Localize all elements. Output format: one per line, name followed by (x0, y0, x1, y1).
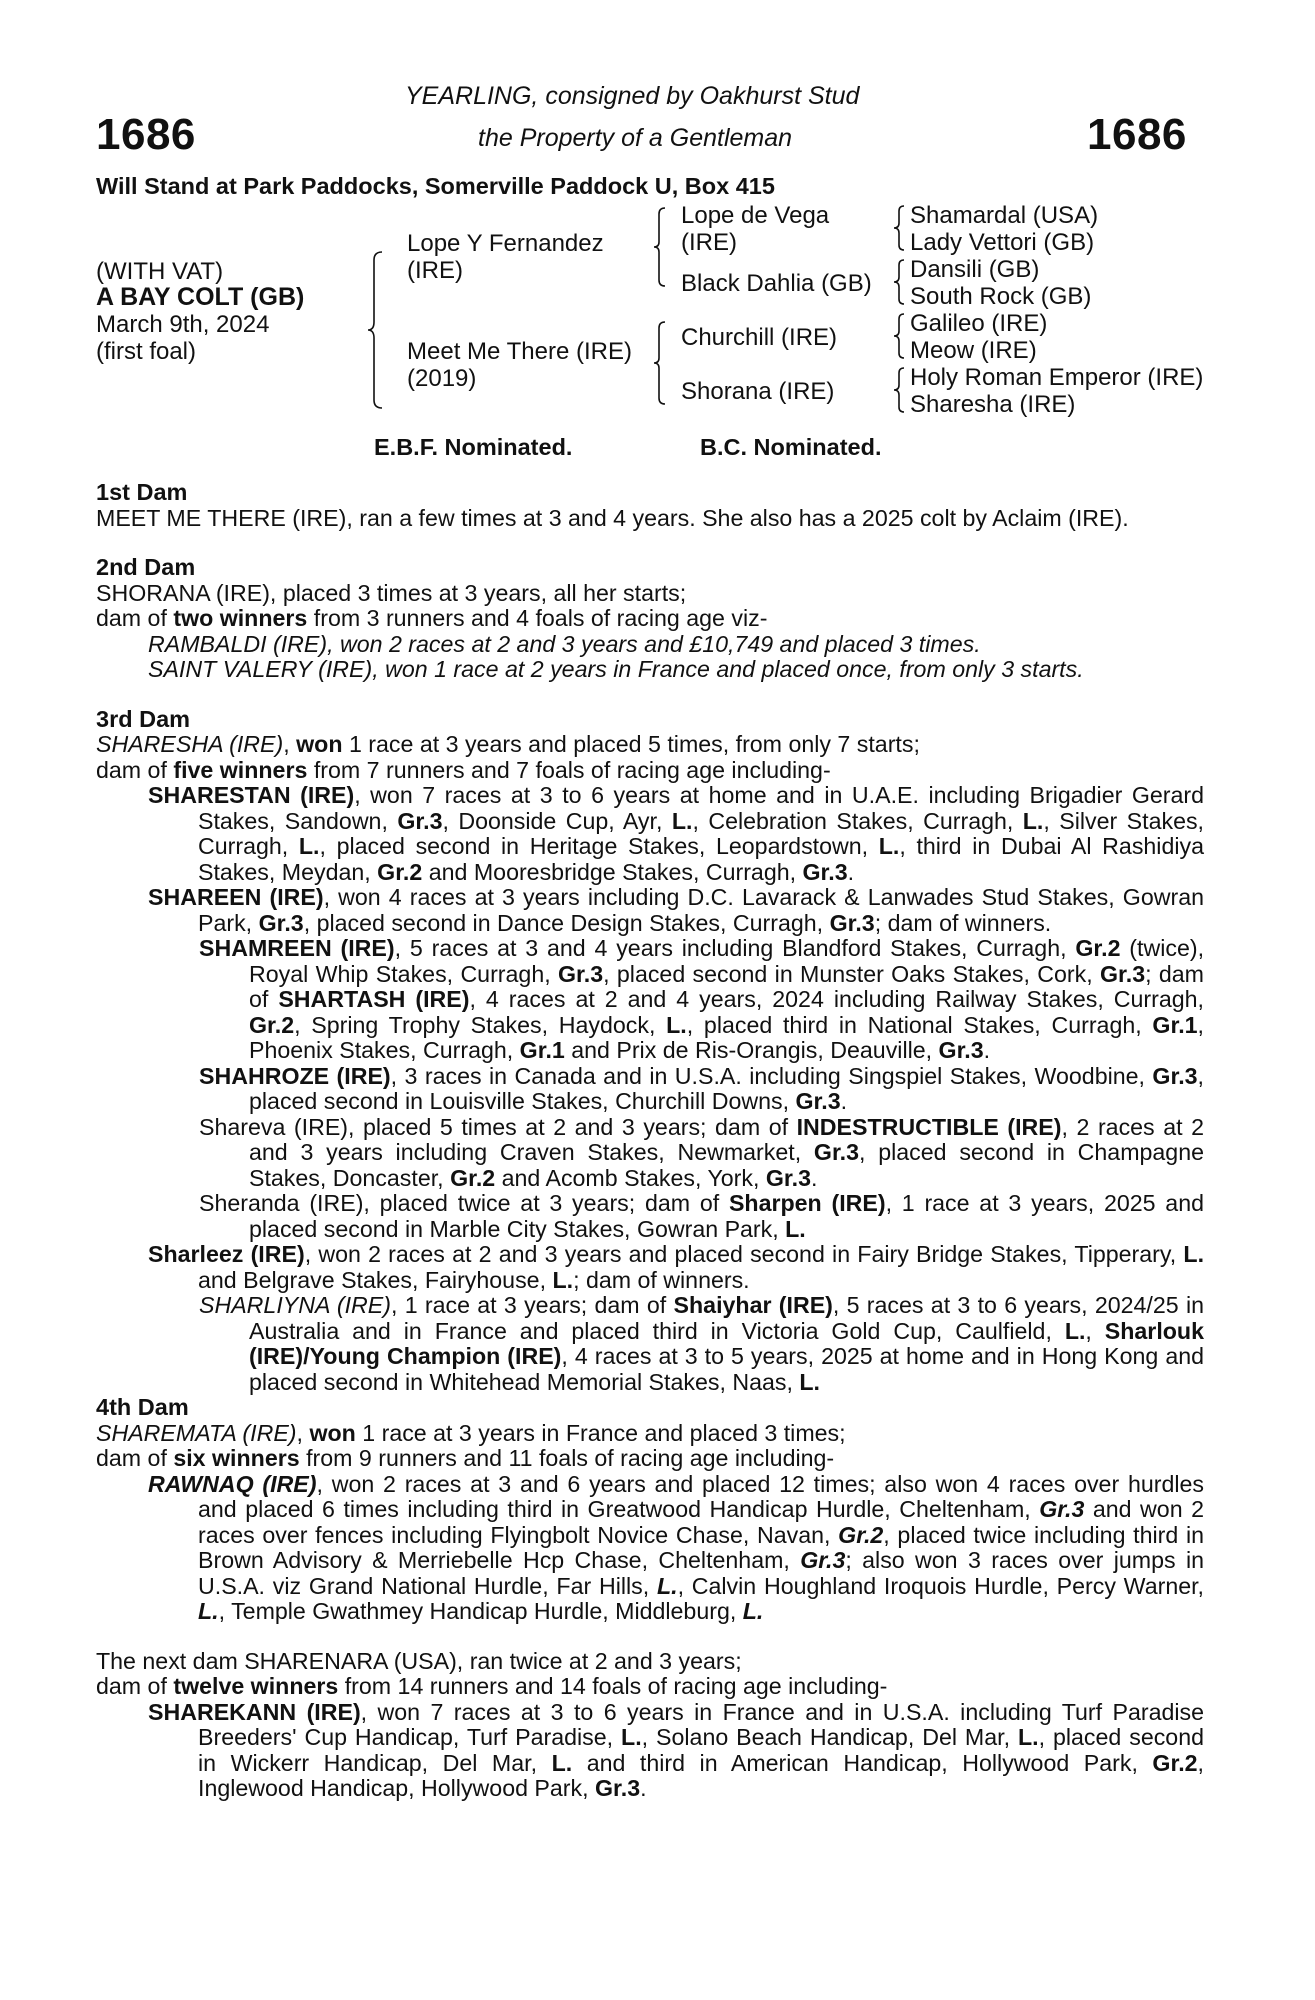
fourth-dam-heading: 4th Dam (96, 1394, 189, 1420)
foaling-date: March 9th, 2024 (96, 311, 270, 338)
pedigree-gg-3: Dansili (GB) (910, 256, 1040, 283)
progeny-shamreen: SHAMREEN (IRE), 5 races at 3 and 4 years including Blandford Stakes, Curragh, Gr.2 (twice), Royal Whip Stakes, Curragh, Gr.3, placed second in Munster Oaks Stakes, Cork, Gr.3; dam of SHARTASH (IRE), 4 races at 2 and 4 years, 2024 including Railway Stakes, Curragh, Gr.2, Spring Trophy Stakes, Haydock, L., placed third in National Stakes, Curragh, Gr.1, Phoenix Stakes, Curragh, Gr.1 and Prix de Ris-Orangis, Deauville, Gr.3. (199, 935, 1205, 1063)
third-dam-line1: SHARESHA (IRE), won 1 race at 3 years and placed 5 times, from only 7 starts; (96, 731, 920, 757)
pedigree-gg-1: Shamardal (USA) (910, 202, 1099, 229)
next-dam-line2: dam of twelve winners from 14 runners and 14 foals of racing age including- (96, 1673, 888, 1699)
pedigree-brace-g3 (892, 312, 906, 360)
property-line: the Property of a Gentleman (478, 124, 793, 152)
progeny-sharestan: SHARESTAN (IRE), won 7 races at 3 to 6 years at home and in U.A.E. including Brigadier Gerard Stakes, Sandown, Gr.3, Doonside Cup, Ayr, L., Celebration Stakes, Curragh, L., Silver Stakes, Curragh, L., placed second in Heritage Stakes, Leopardstown, L., third in Dubai Al Rashidiya Stakes, Meydan, Gr.2 and Mooresbridge Stakes, Curragh, Gr.3. (148, 782, 1205, 885)
progeny-shahroze: SHAHROZE (IRE), 3 races in Canada and in U.S.A. including Singspiel Stakes, Woodbine, Gr.3, placed second in Louisville Stakes, Churchill Downs, Gr.3. (199, 1062, 1204, 1114)
progeny-sharliyna: SHARLIYNA (IRE), 1 race at 3 years; dam of Shaiyhar (IRE), 5 races at 3 to 6 years, 2024/25 in Australia and in France and placed third in Victoria Gold Cup, Caulfield, L., Sharlouk (IRE)/Young Champion (IRE), 4 races at 3 to 5 years, 2025 at home and in Hong Kong and placed second in Whitehead Memorial Stakes, Naas, L. (199, 1292, 1205, 1395)
pedigree-sire-sire-suffix: (IRE) (681, 229, 737, 256)
progeny-shareen: SHAREEN (IRE), won 4 races at 3 years including D.C. Lavarack & Lanwades Stud Stakes, Gowran Park, Gr.3, placed second in Dance Design Stakes, Curragh, Gr.3; dam of winners. (148, 884, 1205, 936)
pedigree-brace-g4 (892, 366, 906, 414)
pedigree-gg-2: Lady Vettori (GB) (910, 229, 1095, 256)
pedigree-brace-sire (652, 206, 668, 288)
second-dam-line1: SHORANA (IRE), placed 3 times at 3 years, all her starts; (96, 579, 687, 606)
pedigree-dam-sire: Churchill (IRE) (681, 324, 838, 351)
fourth-dam-line1: SHAREMATA (IRE), won 1 race at 3 years in France and placed 3 times; (96, 1419, 846, 1446)
progeny-rambaldi: RAMBALDI (IRE), won 2 races at 2 and 3 years and £10,749 and placed 3 times. (148, 630, 981, 657)
pedigree-gg-8: Sharesha (IRE) (910, 391, 1076, 418)
pedigree-brace-dam (652, 320, 668, 406)
stand-location: Will Stand at Park Paddocks, Somerville Paddock U, Box 415 (96, 173, 775, 199)
bc-nomination: B.C. Nominated. (700, 434, 882, 460)
second-dam-heading: 2nd Dam (96, 554, 196, 580)
pedigree-brace-g1 (892, 204, 906, 252)
pedigree-sire-dam: Black Dahlia (GB) (681, 270, 872, 297)
pedigree-gg-5: Galileo (IRE) (910, 310, 1048, 337)
progeny-sharleez: Sharleez (IRE), won 2 races at 2 and 3 years and placed second in Fairy Bridge Stakes, Tipperary, L. and Belgrave Stakes, Fairyhouse, L.; dam of winners. (148, 1241, 1205, 1293)
pedigree-gg-6: Meow (IRE) (910, 337, 1037, 364)
progeny-saint-valery: SAINT VALERY (IRE), won 1 race at 2 years in France and placed once, from only 3 starts. (148, 656, 1084, 682)
progeny-rawnaq: RAWNAQ (IRE), won 2 races at 3 and 6 years and placed 12 times; also won 4 races over hurdles and placed 6 times including third in Greatwood Handicap Hurdle, Cheltenham, Gr.3 and won 2 races over fences including Flyingbolt Novice Chase, Navan, Gr.2, placed twice including third in Brown Advisory & Merriebelle Hcp Chase, Cheltenham, Gr.3; also won 3 races over jumps in U.S.A. viz Grand National Hurdle, Far Hills, L., Calvin Houghland Iroquois Hurdle, Percy Warner, L., Temple Gwathmey Handicap Hurdle, Middleburg, L. (148, 1470, 1204, 1624)
foal-note: (first foal) (96, 338, 197, 365)
second-dam-line2: dam of two winners from 3 runners and 4 foals of racing age viz- (96, 605, 768, 631)
pedigree-gg-7: Holy Roman Emperor (IRE) (910, 364, 1204, 391)
pedigree-sire-suffix: (IRE) (407, 257, 463, 284)
pedigree-dam: Meet Me There (IRE) (407, 338, 632, 365)
pedigree-brace-g2 (892, 258, 906, 306)
third-dam-line2: dam of five winners from 7 runners and 7 foals of racing age including- (96, 756, 831, 783)
pedigree-gg-4: South Rock (GB) (910, 283, 1092, 310)
pedigree-sire: Lope Y Fernandez (407, 230, 604, 257)
first-dam-heading: 1st Dam (96, 479, 188, 505)
next-dam-line1: The next dam SHARENARA (USA), ran twice at 2 and 3 years; (96, 1647, 742, 1674)
lot-number-right: 1686 (1087, 110, 1187, 159)
pedigree-dam-year: (2019) (407, 365, 477, 392)
consignment-line: YEARLING, consigned by Oakhurst Stud (405, 82, 860, 110)
vat-note: (WITH VAT) (96, 258, 224, 285)
lot-number-left: 1686 (96, 110, 196, 159)
lot-description: A BAY COLT (GB) (96, 283, 305, 311)
family-details (96, 480, 1204, 1802)
pedigree-sire-sire: Lope de Vega (681, 202, 830, 229)
progeny-sharekann: SHAREKANN (IRE), won 7 races at 3 to 6 years in France and in U.S.A. including Turf Paradise Breeders' Cup Handicap, Turf Paradise, L., Solano Beach Handicap, Del Mar, L., placed second in Wickerr Handicap, Del Mar, L. and third in American Handicap, Hollywood Park, Gr.2, Inglewood Handicap, Hollywood Park, Gr.3. (148, 1698, 1205, 1801)
third-dam-heading: 3rd Dam (96, 705, 191, 732)
first-dam-text: MEET ME THERE (IRE), ran a few times at 3 and 4 years. She also has a 2025 colt by Aclaim (IRE). (96, 504, 1129, 531)
pedigree-brace-main (366, 250, 386, 410)
progeny-shareva: Shareva (IRE), placed 5 times at 2 and 3 years; dam of INDESTRUCTIBLE (IRE), 2 races at 2 and 3 years including Craven Stakes, Newmarket, Gr.3, placed second in Champagne Stakes, Doncaster, Gr.2 and Acomb Stakes, York, Gr.3. (199, 1113, 1204, 1191)
ebf-nomination: E.B.F. Nominated. (374, 434, 573, 460)
progeny-sheranda: Sheranda (IRE), placed twice at 3 years; dam of Sharpen (IRE), 1 race at 3 years, 2025 and placed second in Marble City Stakes, Gowran Park, L. (199, 1190, 1204, 1242)
pedigree-dam-dam: Shorana (IRE) (681, 378, 835, 405)
fourth-dam-line2: dam of six winners from 9 runners and 11 foals of racing age including- (96, 1445, 835, 1471)
